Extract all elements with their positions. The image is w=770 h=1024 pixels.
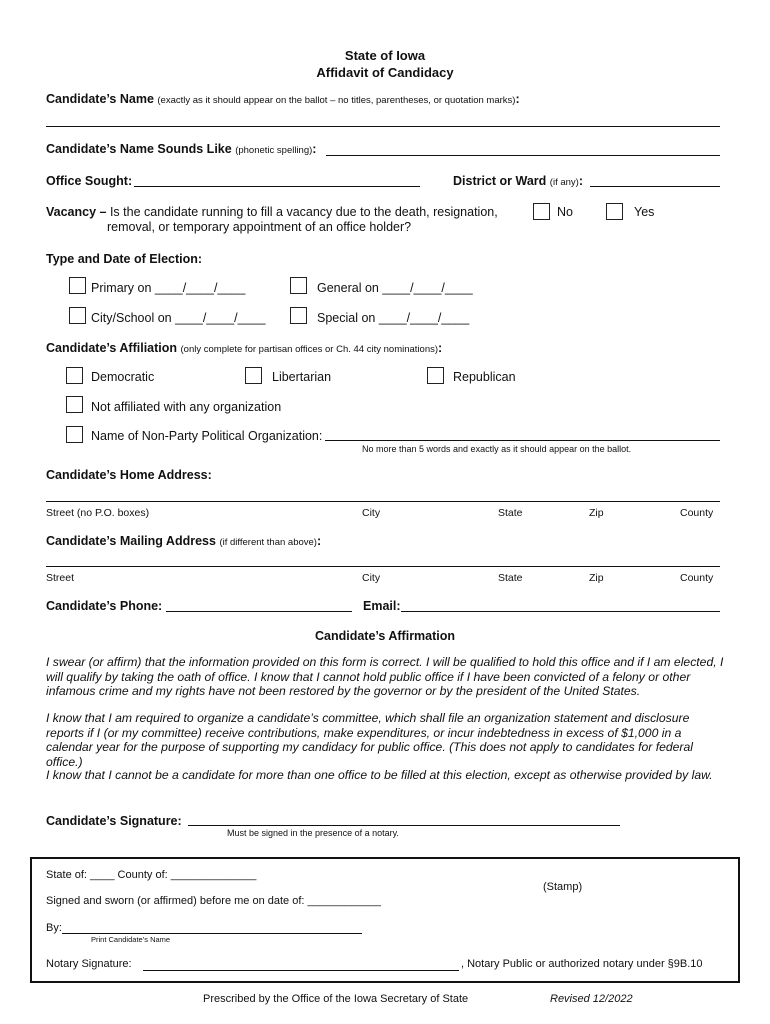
special-checkbox[interactable] <box>290 307 307 324</box>
republican-label: Republican <box>453 370 516 384</box>
vacancy-yes-checkbox[interactable] <box>606 203 623 220</box>
form-state-heading: State of Iowa <box>344 48 426 63</box>
notary-signature-label: Notary Signature: <box>46 958 132 970</box>
notary-by-label: By: <box>46 922 62 934</box>
candidate-name-field[interactable] <box>46 126 720 127</box>
mailing-address-colon: : <box>316 534 322 548</box>
email-field[interactable] <box>401 611 720 612</box>
non-party-checkbox[interactable] <box>66 426 83 443</box>
affiliation-label-row <box>46 341 442 355</box>
non-party-label: Name of Non-Party Political Organization: <box>91 429 323 443</box>
mailing-county-caption: County <box>680 572 714 584</box>
candidate-name-label: Candidate’s Name <box>46 92 154 106</box>
vacancy-yes-label: Yes <box>634 205 655 219</box>
home-county-caption: County <box>680 507 714 519</box>
office-sought-label: Office Sought: <box>46 174 133 188</box>
email-label: Email: <box>363 599 401 613</box>
home-zip-caption: Zip <box>589 507 604 519</box>
democratic-checkbox[interactable] <box>66 367 83 384</box>
non-party-name-field[interactable] <box>325 440 720 441</box>
affirmation-paragraph-1: I swear (or affirm) that the information provided on this form is correct. I will be qualified to hold this office and if I am elected, I will qualify by taking the oath of office. I know that I cannot hold public office if I have been convicted of a felony or other infamous crime and my rights have not been restored by the governor or by the president of the United States. <box>46 655 724 698</box>
mailing-address-field[interactable] <box>46 566 720 567</box>
notary-stamp-label: (Stamp) <box>543 881 583 893</box>
non-party-note: No more than 5 words and exactly as it should appear on the ballot. <box>362 444 632 454</box>
home-address-field[interactable] <box>46 501 720 502</box>
election-type-label: Type and Date of Election: <box>46 252 203 266</box>
home-address-label: Candidate’s Home Address: <box>46 468 212 482</box>
primary-label: Primary on ____/____/____ <box>91 281 246 295</box>
candidate-name-label-row <box>46 92 520 106</box>
vacancy-question <box>46 205 498 219</box>
vacancy-no-checkbox[interactable] <box>533 203 550 220</box>
sounds-like-note: (phonetic spelling) <box>235 145 313 156</box>
district-note: (if any) <box>549 177 579 188</box>
vacancy-label: Vacancy – <box>46 205 107 219</box>
footer-prescribed: Prescribed by the Office of the Iowa Secretary of State <box>203 993 469 1005</box>
district-colon: : <box>578 174 584 188</box>
libertarian-checkbox[interactable] <box>245 367 262 384</box>
mailing-address-label-row <box>46 534 321 548</box>
candidate-name-colon: : <box>515 92 520 106</box>
home-state-caption: State <box>498 507 523 519</box>
notary-signature-field[interactable] <box>143 970 459 971</box>
primary-checkbox[interactable] <box>69 277 86 294</box>
mailing-address-label: Candidate’s Mailing Address <box>46 534 216 548</box>
office-sought-field[interactable] <box>134 186 420 187</box>
affiliation-note: (only complete for partisan offices or Ch. 44 city nominations) <box>180 344 439 355</box>
notary-public-suffix: , Notary Public or authorized notary under §9B.10 <box>461 958 703 970</box>
notary-state-county: State of: ____ County of: ______________ <box>46 869 257 881</box>
mailing-address-note: (if different than above) <box>219 537 317 548</box>
notary-candidate-name-field[interactable] <box>62 933 362 934</box>
vacancy-question-line1: Is the candidate running to fill a vacancy due to the death, resignation, <box>109 205 498 219</box>
libertarian-label: Libertarian <box>272 370 332 384</box>
sounds-like-field[interactable] <box>326 155 720 156</box>
city-school-checkbox[interactable] <box>69 307 86 324</box>
district-field[interactable] <box>590 186 720 187</box>
special-label: Special on ____/____/____ <box>317 311 470 325</box>
signature-label: Candidate’s Signature: <box>46 814 182 828</box>
sounds-like-label-row <box>46 142 316 156</box>
home-city-caption: City <box>362 507 381 519</box>
vacancy-no-label: No <box>557 205 573 219</box>
general-checkbox[interactable] <box>290 277 307 294</box>
mailing-zip-caption: Zip <box>589 572 604 584</box>
affiliation-colon: : <box>438 341 443 355</box>
notary-signed-date: Signed and sworn (or affirmed) before me on date of: ____________ <box>46 895 381 907</box>
home-street-caption: Street (no P.O. boxes) <box>46 507 150 519</box>
phone-field[interactable] <box>166 611 352 612</box>
phone-label: Candidate’s Phone: <box>46 599 163 613</box>
republican-checkbox[interactable] <box>427 367 444 384</box>
mailing-street-caption: Street <box>46 572 75 584</box>
city-school-label: City/School on ____/____/____ <box>91 311 266 325</box>
district-label-row <box>453 174 583 188</box>
mailing-city-caption: City <box>362 572 381 584</box>
not-affiliated-checkbox[interactable] <box>66 396 83 413</box>
candidate-name-note: (exactly as it should appear on the ballot – no titles, parentheses, or quotation marks) <box>157 95 516 106</box>
sounds-like-colon: : <box>312 142 317 156</box>
affiliation-label: Candidate’s Affiliation <box>46 341 178 355</box>
vacancy-question-line2: removal, or temporary appointment of an office holder? <box>107 220 412 234</box>
not-affiliated-label: Not affiliated with any organization <box>91 400 282 414</box>
notary-print-name-caption: Print Candidate’s Name <box>91 935 171 944</box>
affirmation-paragraph-2: I know that I am required to organize a candidate’s committee, which shall file an organization statement and disclosure reports if I (or my committee) receive contributions, make expenditures, or incur indebtedness in excess of $1,000 in a calendar year for the purpose of supporting my candidacy for public office. (This does not apply to candidates for federal office.) <box>46 711 693 769</box>
democratic-label: Democratic <box>91 370 155 384</box>
mailing-state-caption: State <box>498 572 523 584</box>
general-label: General on ____/____/____ <box>317 281 473 295</box>
signature-note: Must be signed in the presence of a notary. <box>227 828 399 838</box>
affirmation-title: Candidate’s Affirmation <box>314 629 456 643</box>
form-title: Affidavit of Candidacy <box>316 65 454 80</box>
sounds-like-label: Candidate’s Name Sounds Like <box>46 142 232 156</box>
footer-revised: Revised 12/2022 <box>550 993 633 1005</box>
affirmation-paragraph-3: I know that I cannot be a candidate for more than one office to be filled at this election, except as otherwise provided by law. <box>46 768 713 782</box>
district-label: District or Ward <box>453 174 547 188</box>
signature-field[interactable] <box>188 825 620 826</box>
